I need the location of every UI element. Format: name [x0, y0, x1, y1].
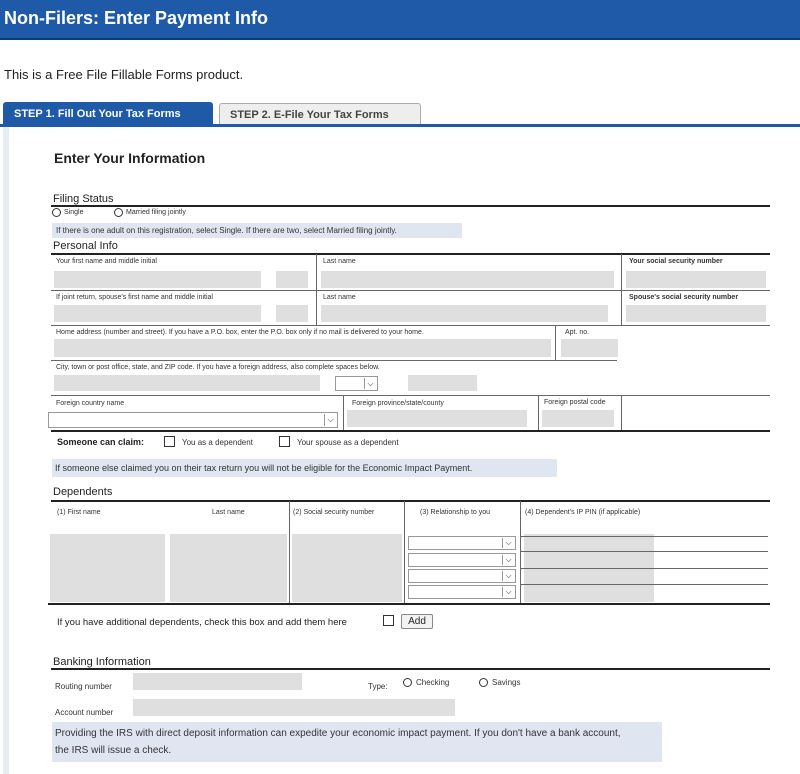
routing-number-label: Routing number: [55, 682, 112, 691]
spouse-middle-initial-input[interactable]: [276, 305, 308, 322]
row-divider: [520, 568, 768, 569]
dep-ssn-header: (2) Social security number: [293, 509, 375, 516]
radio-savings[interactable]: [479, 678, 520, 687]
radio-married-jointly[interactable]: [114, 208, 186, 217]
radio-savings-label: Savings: [492, 678, 521, 687]
radio-single-control[interactable]: [52, 208, 61, 217]
last-name-label: Last name: [323, 258, 356, 265]
page-title: Non-Filers: Enter Payment Info: [4, 8, 269, 28]
chevron-down-icon: ⌵: [502, 555, 514, 565]
dependents-title: Dependents: [53, 486, 113, 498]
radio-checking[interactable]: [403, 678, 449, 687]
col-divider: [555, 326, 556, 361]
radio-married-label: Married filing jointly: [126, 209, 186, 216]
chevron-down-icon: ⌵: [502, 587, 514, 597]
claim-spouse-checkbox[interactable]: [279, 436, 290, 447]
row-divider: [51, 290, 770, 291]
dep-relationship-select-1[interactable]: [408, 536, 516, 550]
section-divider: [51, 205, 770, 207]
filing-status-note: If there is one adult on this registration, select Single. If there are two, select Married filing jointly.: [52, 223, 462, 238]
chevron-down-icon: ⌵: [324, 414, 336, 426]
middle-initial-input[interactable]: [276, 271, 308, 288]
section-divider: [51, 430, 770, 432]
radio-married-control[interactable]: [114, 208, 123, 217]
last-name-input[interactable]: [321, 271, 614, 288]
dep-relationship-select-2[interactable]: [408, 553, 516, 567]
claim-spouse-label: Your spouse as a dependent: [297, 438, 399, 447]
first-name-label: Your first name and middle initial: [56, 258, 157, 265]
col-divider: [520, 501, 521, 604]
chevron-down-icon: ⌵: [502, 538, 514, 548]
section-divider: [51, 500, 770, 502]
tab-step-1[interactable]: STEP 1. Fill Out Your Tax Forms: [3, 102, 213, 125]
col-divider: [404, 501, 405, 604]
ssn-label: Your social security number: [629, 258, 723, 265]
form-heading: Enter Your Information: [54, 150, 206, 166]
claim-you-checkbox[interactable]: [164, 436, 175, 447]
dep-relationship-header: (3) Relationship to you: [420, 509, 491, 516]
spouse-first-name-label: If joint return, spouse's first name and middle initial: [56, 294, 213, 301]
city-label: City, town or post office, state, and ZIP code. If you have a foreign address, also complete spaces below.: [56, 364, 380, 371]
ssn-input[interactable]: [626, 271, 766, 288]
section-divider: [51, 253, 770, 255]
banking-note: [52, 722, 662, 762]
product-subtitle: This is a Free File Fillable Forms product.: [4, 67, 244, 82]
foreign-postal-input[interactable]: [542, 410, 614, 427]
spouse-last-name-label: Last name: [323, 294, 356, 301]
home-address-input[interactable]: [54, 339, 551, 357]
dep-first-name-inputs[interactable]: [50, 534, 165, 602]
claim-note: If someone else claimed you on their tax return you will not be eligible for the Economic Impact Payment.: [52, 459, 557, 477]
radio-single-label: Single: [64, 209, 84, 216]
state-select[interactable]: [335, 376, 378, 391]
apt-input[interactable]: [561, 339, 618, 357]
row-divider: [51, 325, 770, 326]
chevron-down-icon: ⌵: [502, 571, 514, 581]
chevron-down-icon: ⌵: [364, 378, 376, 389]
dep-last-name-inputs[interactable]: [170, 534, 287, 602]
filing-status-title: Filing Status: [53, 193, 114, 205]
section-divider: [48, 603, 770, 605]
radio-single[interactable]: [52, 208, 83, 217]
foreign-province-label: Foreign province/state/county: [352, 400, 444, 407]
col-divider: [289, 501, 290, 604]
personal-info-title: Personal Info: [53, 240, 118, 252]
banking-note-line-2: the IRS will issue a check.: [55, 745, 172, 756]
col-divider: [621, 396, 622, 431]
city-input[interactable]: [54, 375, 320, 391]
additional-dependents-label: If you have additional dependents, check this box and add them here: [57, 617, 347, 628]
dep-ssn-inputs[interactable]: [292, 534, 402, 602]
account-number-input[interactable]: [133, 699, 455, 716]
tab-step-2[interactable]: STEP 2. E-File Your Tax Forms: [219, 103, 421, 126]
claim-you-label: You as a dependent: [182, 438, 253, 447]
col-divider: [343, 396, 344, 431]
spouse-last-name-input[interactable]: [321, 305, 608, 322]
spouse-first-name-input[interactable]: [54, 305, 261, 322]
banking-note-line-1: Providing the IRS with direct deposit information can expedite your economic impact payment. If you don't have a bank account,: [55, 728, 621, 739]
dep-relationship-select-3[interactable]: [408, 569, 516, 583]
row-divider: [520, 536, 768, 537]
zip-input[interactable]: [408, 375, 477, 391]
radio-savings-control[interactable]: [479, 678, 488, 687]
foreign-province-input[interactable]: [347, 410, 527, 427]
routing-number-input[interactable]: [133, 673, 302, 690]
spouse-ssn-input[interactable]: [626, 305, 766, 322]
additional-dependents-checkbox[interactable]: [383, 615, 394, 626]
foreign-postal-label: Foreign postal code: [544, 399, 606, 406]
row-divider: [51, 395, 770, 396]
dep-ip-pin-header: (4) Dependent's IP PIN (if applicable): [525, 509, 641, 516]
row-divider: [520, 584, 768, 585]
dep-relationship-select-4[interactable]: [408, 585, 516, 599]
apt-label: Apt. no.: [565, 329, 590, 336]
home-address-label: Home address (number and street). If you have a P.O. box, enter the P.O. box only if no mail is delivered to your home.: [56, 329, 424, 336]
banking-title: Banking Information: [53, 656, 151, 668]
someone-can-claim-label: Someone can claim:: [57, 437, 145, 447]
account-number-label: Account number: [55, 708, 114, 717]
spouse-ssn-label: Spouse's social security number: [629, 294, 739, 301]
radio-checking-label: Checking: [416, 678, 450, 687]
dep-last-name-header: Last name: [212, 509, 245, 516]
section-divider: [51, 668, 770, 670]
foreign-country-select[interactable]: [48, 412, 338, 428]
radio-checking-control[interactable]: [403, 678, 412, 687]
row-divider: [520, 551, 768, 552]
col-divider: [538, 396, 539, 431]
foreign-country-label: Foreign country name: [56, 400, 125, 407]
account-type-label: Type:: [368, 682, 388, 691]
add-dependent-button[interactable]: Add: [401, 614, 433, 629]
row-divider: [51, 360, 617, 361]
dep-first-name-header: (1) First name: [57, 509, 101, 516]
first-name-input[interactable]: [54, 271, 261, 288]
